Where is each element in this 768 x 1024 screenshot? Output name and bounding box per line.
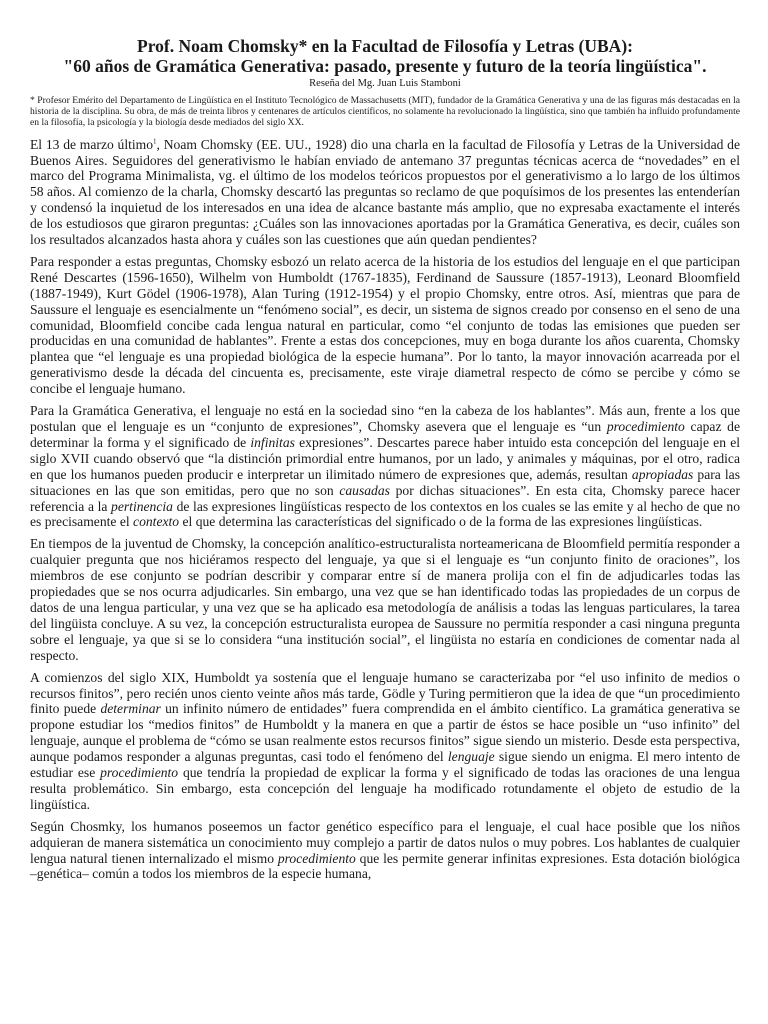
emphasis-pertinencia: pertinencia <box>111 498 173 514</box>
paragraph-5 <box>30 670 740 813</box>
article-body <box>30 137 740 883</box>
emphasis-determinar: determinar <box>100 701 161 717</box>
paragraph-3-text-a: Para la Gramática Generativa, el lenguaje no está en la sociedad sino “en la cabeza de los hablantes”. Más aun, frente a los que postulan que el lenguaje es un “conjunto de expresiones”, Chomsky asevera que el lenguaje es “un <box>30 403 740 435</box>
paragraph-1 <box>30 137 740 248</box>
emphasis-apropiadas: apropiadas <box>631 466 694 482</box>
paragraph-5-text-b: un infinito número de entidades” fuera comprendida en el ámbito científico. La gramática generativa se propone estudiar los “medios finitos” de Humboldt y la manera en que a partir de éstos se hace posible un “uso infinito” del lenguaje, aunque el problema de “cómo se usan realmente estos recursos finitos” sigue siendo un misterio. Desde esta perspectiva, aunque podamos responder a algunas preguntas, casi todo el fenómeno del <box>30 701 740 765</box>
emphasis-procedimiento: procedimiento <box>606 419 685 435</box>
document-title <box>30 36 740 76</box>
paragraph-3 <box>30 403 740 530</box>
paragraph-3-text-e: por dichas situaciones”. En esta cita, Chomsky parece hacer referencia a la <box>30 482 740 514</box>
paragraph-6-text-b: que les permite generar infinitas expresiones. Esta dotación biológica –genética– común a todos los miembros de la especie humana, <box>30 850 741 882</box>
paragraph-6-text-a: Según Chosmky, los humanos poseemos un factor genético específico para el lenguaje, el cual hace posible que los niños adquieran de manera sistemática un conocimiento muy complejo a partir de datos nulos o muy pobres. Los hablantes de cualquier lengua natural tienen internalizado el mismo <box>30 818 740 866</box>
paragraph-1-text-a: El 13 de marzo último <box>30 136 154 152</box>
emphasis-procedimiento-2: procedimiento <box>100 765 179 781</box>
footnote: * Profesor Emérito del Departamento de Lingüística en el Instituto Tecnológico de Massachusetts (MIT), fundador de la Gramática Generativa y una de las figuras más destacadas en la historia de la disciplina. Su obra, de más de treinta libros y centenares de artículos científicos, no solamente ha revolucionado la lingüística, sino que también ha influido profundamente en la filosofía, la psicología y la biología desde mediados del siglo XX. <box>30 95 740 129</box>
paragraph-2: Para responder a estas preguntas, Chomsky esbozó un relato acerca de la historia de los estudios del lenguaje en el que participan René Descartes (1596-1650), Wilhelm von Humboldt (1767-1835), Ferdinand de Saussure (1857-1913), Leonard Bloomfield (1887-1949), Kurt Gödel (1906-1978), Alan Turing (1912-1954) y el propio Chomsky, entre otros. Así, mientras que para de Saussure el lenguaje es esencialmente un “fenómeno social”, es decir, un sistema de signos creado por consenso en el seno de una comunidad, Bloomfield concibe cada lengua natural en particular, como “el conjunto de todas las emisiones que pueden ser producidas en una comunidad de hablantes”. Frente a estas dos concepciones, muy en boga durante los años cuarenta, Chomsky plantea que “el lenguaje es una propiedad biológica de la especie humana”. Por lo tanto, la mayor innovación acarreada por el generativismo desde la década del cincuenta es, precisamente, este viraje diametral respecto de cómo se percibe y cómo se concibe el lenguaje humano. <box>30 253 740 397</box>
paragraph-5-text-c: sigue siendo un enigma. El mero intento de estudiar ese <box>30 749 740 781</box>
paragraph-5-text-d: que tendría la propiedad de explicar la forma y el significado de todas las oraciones de una lengua resulta problemático. Sin embargo, esta concepción del lenguaje ha modificado rotundamente el objeto de estudio de la lingüística. <box>30 765 741 812</box>
paragraph-3-text-g: el que determina las características del significado o de la forma de las expresiones lingüísticas. <box>179 514 703 530</box>
footnote-marker: 1 <box>153 137 157 146</box>
paragraph-1-text-b: , Noam Chomsky (EE. UU., 1928) dio una charla en la facultad de Filosofía y Letras de la Universidad de Buenos Aires. Seguidores del generativismo le habían enviado de antemano 37 preguntas técnicas acerca de “novedades” en el marco del Programa Minimalista, vg. el último de los modelos teóricos propuestos por el generativismo a lo largo de los últimos 58 años. Al comienzo de la charla, Chomsky descartó las preguntas so reclamo de que poquísimos de los presentes las entenderían y condensó la inquietud de los interesados en una idea de alcance bastante más amplio, que no expresaba exactamente el interés de los estudiosos que giraron preguntas: ¿Cuáles son las innovaciones aportadas por la Gramática Generativa, es decir, cuáles son los resultados alcanzados hasta ahora y cuáles son las cuestiones que aún quedan pendientes? <box>30 136 740 248</box>
emphasis-causadas: causadas <box>339 482 390 498</box>
paragraph-3-text-b: capaz de determinar la forma y el significado de <box>30 419 740 450</box>
paragraph-3-text-c: expresiones”. Descartes parece haber intuido esta concepción del lenguaje en el siglo XVII cuando observó que “la distinción primordial entre humanos, por un lado, y animales y máquinas, por el otro, radica en que los humanos pueden producir e interpretar un ilimitado número de expresiones que, además, resultan <box>30 434 741 482</box>
paragraph-4: En tiempos de la juventud de Chomsky, la concepción analítico-estructuralista norteamericana de Bloomfield permitía responder a cualquier pregunta que nos hiciéramos respecto del lenguaje, ya que si el lenguaje es “un conjunto finito de oraciones”, los miembros de ese conjunto se podrían describir y comparar entre sí de manera prolija con el fin de adjudicarles todas las propiedades que se nos ocurra adjudicarles. Sin embargo, una vez que se han identificado todas las propiedades de un corpus de datos de una lengua particular, y una vez que se ha aplicado esa metodología de análisis a todas las lenguas particulares, la tarea del lingüista concluye. A su vez, la concepción estructuralista europea de Saussure no permitía responder a casi ninguna pregunta sobre el lenguaje, ya que si se lo considera “una institución social”, el lingüista no estaría en condiciones de comentar nada al respecto. <box>30 536 740 663</box>
title-line-2: "60 años de Gramática Generativa: pasado, presente y futuro de la teoría lingüística". <box>63 56 707 76</box>
emphasis-lenguaje: lenguaje <box>447 749 495 765</box>
paragraph-6 <box>30 819 740 883</box>
byline: Reseña del Mg. Juan Luis Stamboni <box>309 78 461 89</box>
paragraph-3-text-f: de las expresiones lingüísticas respecto de los contextos en los cuales se las emite y al hecho de que no es precisamente el <box>30 498 740 530</box>
emphasis-contexto: contexto <box>133 514 180 530</box>
paragraph-3-text-d: para las situaciones en las que son emitidas, pero que no son <box>30 466 740 498</box>
paragraph-5-text-a: A comienzos del siglo XIX, Humboldt ya sostenía que el lenguaje humano se caracterizaba por “el uso infinito de medios o recursos finitos”, pero recién unos ciento veinte años más tarde, Gödle y Turing permitieron que la idea de que “un procedimiento finito puede <box>30 669 740 717</box>
title-line-1: Prof. Noam Chomsky* en la Facultad de Filosofía y Letras (UBA): <box>137 36 633 56</box>
emphasis-procedimiento-3: procedimiento <box>277 850 356 866</box>
emphasis-infinitas: infinitas <box>250 434 295 450</box>
